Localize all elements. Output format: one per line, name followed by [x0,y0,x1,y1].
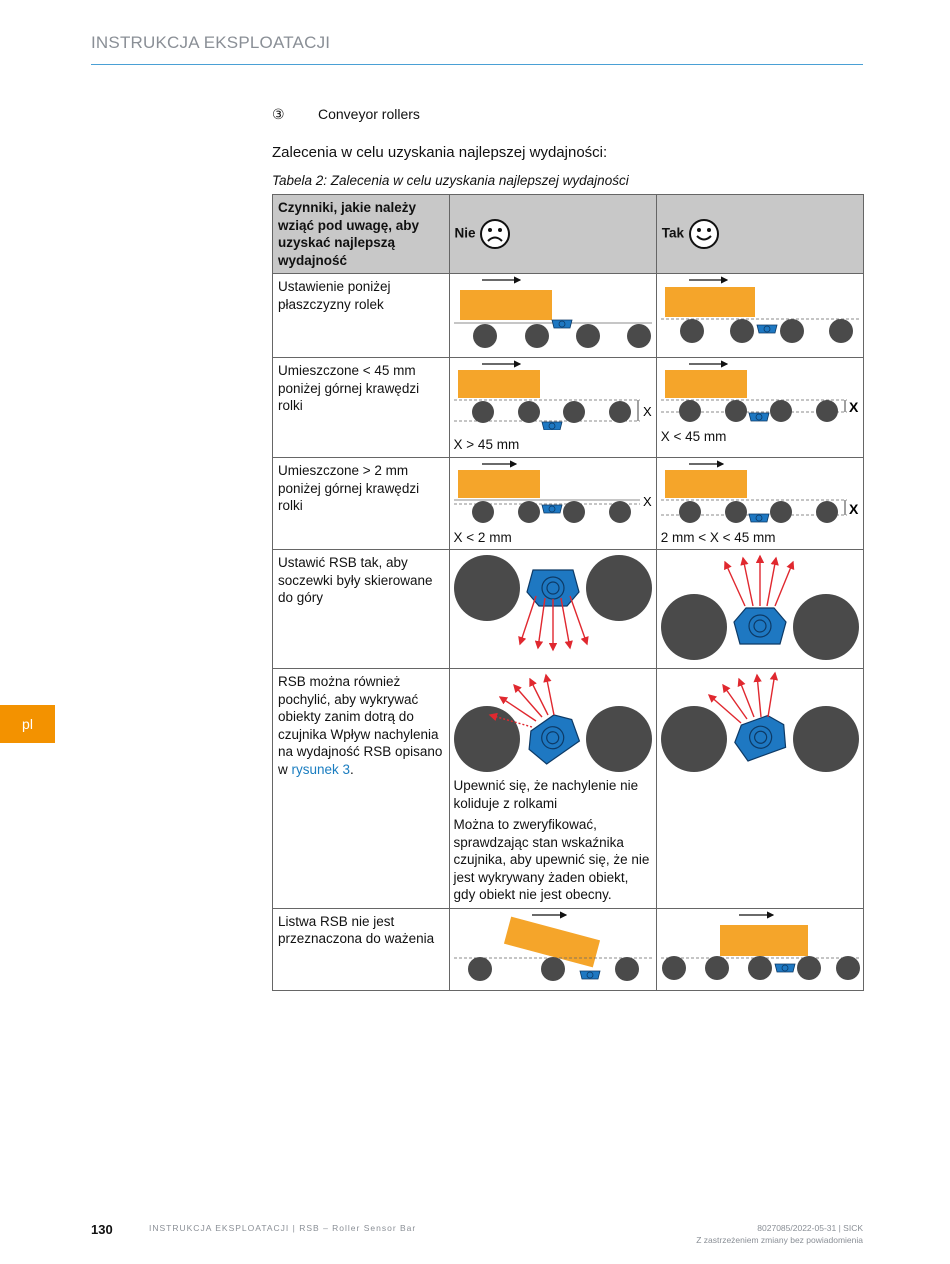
table-row [273,358,864,458]
no-illustration-cell [449,458,656,550]
factor-cell: Ustawienie poniżej płaszczyzny rolek [273,274,450,358]
no-illustration-cell [449,274,656,358]
lens-down-wrong-illustration [450,550,656,668]
header-rule [91,64,863,65]
yes-illustration-cell [656,669,863,909]
yes-illustration-cell [656,274,863,358]
yes-measure-label: 2 mm < X < 45 mm [660,530,776,545]
legend-number: ③ [272,106,285,122]
x-mark: X [642,494,652,509]
factor-cell: Umieszczone < 45 mm poniżej górnej krawędzi rolki [273,358,450,458]
legend-item [272,106,420,123]
legend-text: Conveyor rollers [318,106,420,122]
figure-reference-link[interactable]: rysunek 3 [291,761,351,777]
depth-2-wrong-illustration [450,458,656,528]
table-header-row [273,195,864,274]
recommendations-table [272,194,864,991]
sensor-icon [552,320,572,328]
table-caption: Tabela 2: Zalecenia w celu uzyskania najlepszej wydajności [272,173,629,188]
header-factor: Czynniki, jakie należy wziąć pod uwagę, aby uzyskać najlepszą wydajność [273,195,450,274]
header-yes-label: Tak [661,225,685,241]
sensor-icon [749,514,769,522]
factor-text-end: . [350,761,354,777]
tilt-right-illustration [657,669,863,777]
factor-cell [273,669,450,909]
no-measure-label: X > 45 mm [453,437,520,452]
no-illustration-cell [449,550,656,669]
yes-illustration-cell [656,358,863,458]
sensor-icon [775,964,795,972]
x-mark: X [642,404,652,419]
factor-cell: Umieszczone > 2 mm poniżej górnej krawędzi rolki [273,458,450,550]
below-plane-wrong-illustration [450,274,656,357]
page-number: 130 [91,1222,113,1237]
sensor-icon [734,608,786,644]
header-title: INSTRUKCJA EKSPLOATACJI [91,33,331,52]
yes-illustration-cell [656,550,863,669]
below-plane-right-illustration [657,274,863,357]
footer-document-title: INSTRUKCJA EKSPLOATACJI | RSB – Roller Sensor Bar [149,1223,417,1233]
factor-cell: Ustawić RSB tak, aby soczewki były skierowane do góry [273,550,450,669]
factor-text: RSB można również pochylić, aby wykrywać obiekty zanim dotrą do czujnika Wpływ nachylenia na wydajność RSB opisano w [278,674,443,777]
tilt-verify-note: Można to zweryfikować, sprawdzając stan wskaźnika czujnika, aby upewnić się, że nie jest wykrywany żaden obiekt, gdy obiekt nie jest obecny. [453,817,650,902]
smiley-face-icon [688,218,720,250]
weighing-right-illustration [657,909,863,990]
table-row [273,550,864,669]
sensor-icon [757,325,777,333]
no-illustration-cell [449,669,656,909]
x-mark: X [848,399,859,415]
header-no [449,195,656,274]
table-row [273,908,864,990]
depth-45-wrong-illustration [450,358,656,430]
no-illustration-cell [449,908,656,990]
tilt-wrong-illustration [450,669,656,777]
header-yes [656,195,863,274]
no-measure-label: X < 2 mm [453,530,512,545]
weighing-wrong-illustration [450,909,656,990]
yes-measure-label: X < 45 mm [660,429,727,444]
section-title: Zalecenia w celu uzyskania najlepszej wydajności: [272,144,608,161]
sensor-icon [542,422,562,430]
sensor-icon [730,711,791,763]
sensor-icon [542,505,562,513]
depth-2-right-illustration [657,458,863,528]
no-illustration-cell [449,358,656,458]
header-no-label: Nie [454,225,476,241]
sensor-icon [580,971,600,979]
sad-face-icon [479,218,511,250]
lens-up-right-illustration [657,550,863,668]
table-row [273,669,864,909]
depth-45-right-illustration [657,358,863,424]
table-row [273,274,864,358]
x-mark: X [848,501,859,517]
language-tab: pl [0,705,55,743]
footer-disclaimer: Z zastrzeżeniem zmiany bez powiadomienia [696,1235,863,1245]
factor-cell: Listwa RSB nie jest przeznaczona do ważenia [273,908,450,990]
sensor-icon [749,413,769,421]
table-row [273,458,864,550]
tilt-warning-note: Upewnić się, że nachylenie nie koliduje z rolkami [453,778,639,811]
yes-illustration-cell [656,458,863,550]
footer-doc-id: 8027085/2022-05-31 | SICK [757,1223,863,1233]
yes-illustration-cell [656,908,863,990]
